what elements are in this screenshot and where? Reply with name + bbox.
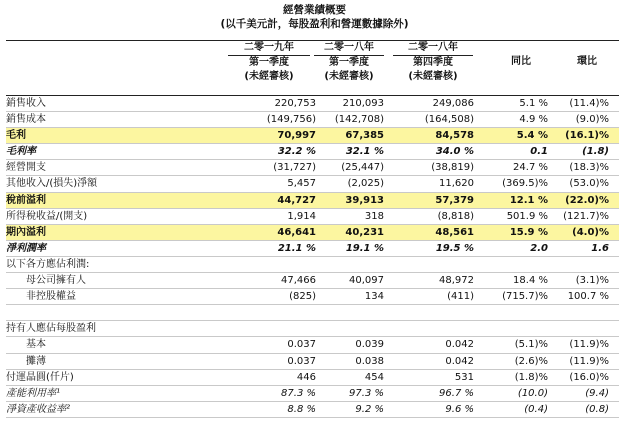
cell-yoy: 4.9 % — [519, 114, 548, 126]
table-row — [6, 241, 619, 257]
row-label: 所得稅收益/(開支) — [6, 210, 88, 222]
cell-yoy: 12.1 % — [509, 194, 548, 206]
cell-qoq: (16.0)% — [569, 371, 609, 383]
row-label: 淨資產收益率² — [6, 403, 71, 415]
table-row — [6, 112, 619, 128]
cell-qoq: 1.6 — [591, 242, 609, 254]
cell-q1-2019: (825) — [289, 291, 316, 303]
row-label: 產能利用率¹ — [6, 387, 61, 399]
row-label: 毛利率 — [6, 146, 36, 158]
cell-yoy: 18.4 % — [513, 275, 548, 287]
cell-q1-2019: 46,641 — [277, 226, 316, 238]
cell-q4-2018: (411) — [447, 291, 474, 303]
cell-q1-2018: 19.1 % — [345, 242, 384, 254]
cell-qoq: (11.9)% — [569, 355, 609, 367]
cell-yoy: (10.0) — [517, 387, 548, 399]
cell-q4-2018: 57,379 — [435, 194, 474, 206]
cell-q1-2019: 87.3 % — [281, 387, 316, 399]
table-row — [6, 96, 619, 112]
row-label: 以下各方應佔利潤: — [6, 258, 90, 270]
col-header-quarter: 第一季度 — [228, 55, 310, 70]
col-header-q4-2018 — [393, 41, 473, 84]
row-label: 銷售成本 — [6, 114, 46, 126]
table-row — [6, 386, 619, 402]
cell-yoy: 0.1 — [530, 146, 548, 158]
table-row-highlight — [6, 225, 619, 241]
row-label: 毛利 — [6, 130, 26, 142]
cell-q1-2018: 318 — [364, 210, 384, 222]
row-label: 付運晶圓(仟片) — [6, 371, 74, 383]
col-header-q1-2019 — [228, 41, 310, 84]
cell-q4-2018: 96.7 % — [439, 387, 474, 399]
cell-q1-2019: 1,914 — [287, 210, 316, 222]
cell-yoy: 24.7 % — [513, 162, 548, 174]
cell-yoy: (0.4) — [524, 403, 548, 415]
table-row — [6, 289, 619, 305]
cell-q1-2018: 32.1 % — [345, 146, 384, 158]
table-row — [6, 144, 619, 160]
cell-yoy: 501.9 % — [506, 210, 548, 222]
cell-qoq: (3.1)% — [575, 275, 609, 287]
cell-yoy: (1.8)% — [514, 371, 548, 383]
financial-table — [6, 96, 619, 418]
cell-q4-2018: 48,972 — [439, 275, 474, 287]
cell-yoy: (369.5)% — [502, 178, 548, 190]
cell-q1-2018: 454 — [364, 371, 384, 383]
row-label: 持有人應佔每股盈利 — [6, 323, 96, 335]
cell-q1-2018: 39,913 — [345, 194, 384, 206]
row-label: 稅前溢利 — [6, 194, 46, 206]
cell-q4-2018: 0.042 — [445, 339, 474, 351]
cell-qoq: (11.9)% — [569, 339, 609, 351]
cell-yoy: 2.0 — [530, 242, 548, 254]
cell-yoy: (2.6)% — [514, 355, 548, 367]
cell-q4-2018: 531 — [454, 371, 474, 383]
row-label: 銷售收入 — [6, 98, 46, 109]
cell-q1-2018: 0.038 — [355, 355, 384, 367]
col-header-audit: (未經審核) — [324, 71, 374, 82]
cell-q4-2018: 9.6 % — [445, 403, 474, 415]
cell-q1-2018: 9.2 % — [355, 403, 384, 415]
table-row — [6, 176, 619, 192]
cell-q1-2019: 47,466 — [281, 275, 316, 287]
table-row-highlight — [6, 128, 619, 144]
table-row-highlight — [6, 193, 619, 209]
table-row — [6, 402, 619, 418]
cell-q4-2018: 249,086 — [432, 98, 474, 109]
cell-q1-2018: 40,231 — [345, 226, 384, 238]
col-header-year: 二零一八年 — [324, 42, 374, 53]
cell-yoy: 15.9 % — [509, 226, 548, 238]
cell-q4-2018: (38,819) — [431, 162, 474, 174]
cell-qoq: (1.8) — [582, 146, 609, 158]
cell-qoq: (11.4)% — [569, 98, 609, 109]
cell-q1-2018: 97.3 % — [349, 387, 384, 399]
cell-q1-2019: 0.037 — [287, 339, 316, 351]
col-header-audit: (未經審核) — [408, 71, 458, 82]
cell-yoy: 5.1 % — [519, 98, 548, 109]
cell-q1-2018: 67,385 — [345, 130, 384, 142]
cell-q1-2019: 5,457 — [287, 178, 316, 190]
table-subtitle: (以千美元計，每股盈利和營運數據除外) — [220, 18, 409, 30]
cell-q1-2018: (25,447) — [341, 162, 384, 174]
cell-q4-2018: 11,620 — [439, 178, 474, 190]
cell-yoy: (715.7)% — [502, 291, 548, 303]
col-header-year: 二零一九年 — [244, 42, 294, 53]
col-header-audit: (未經審核) — [244, 71, 294, 82]
col-header-qoq: 環比 — [577, 56, 597, 67]
table-row — [6, 209, 619, 225]
cell-q1-2018: (142,708) — [334, 114, 384, 126]
cell-yoy: 5.4 % — [516, 130, 548, 142]
cell-q4-2018: 19.5 % — [435, 242, 474, 254]
cell-q1-2019: 21.1 % — [277, 242, 316, 254]
cell-qoq: (9.0)% — [575, 114, 609, 126]
table-row — [6, 321, 619, 337]
cell-q4-2018: 0.042 — [445, 355, 474, 367]
cell-q1-2019: (149,756) — [266, 114, 316, 126]
table-row — [6, 370, 619, 386]
row-label: 其他收入/(損失)淨額 — [6, 178, 98, 190]
table-row — [6, 160, 619, 176]
table-row — [6, 337, 619, 353]
cell-q1-2019: 70,997 — [277, 130, 316, 142]
row-label: 基本 — [26, 339, 46, 351]
table-row — [6, 257, 619, 273]
cell-q1-2019: (31,727) — [273, 162, 316, 174]
cell-q4-2018: 34.0 % — [435, 146, 474, 158]
cell-q1-2019: 32.2 % — [277, 146, 316, 158]
cell-q1-2019: 220,753 — [274, 98, 316, 109]
col-header-quarter: 第四季度 — [393, 55, 473, 70]
cell-qoq: (53.0)% — [569, 178, 609, 190]
row-label: 淨利潤率 — [6, 242, 46, 254]
cell-q1-2019: 8.8 % — [287, 403, 316, 415]
cell-q1-2018: 0.039 — [355, 339, 384, 351]
cell-qoq: (9.4) — [585, 387, 609, 399]
cell-q4-2018: 48,561 — [435, 226, 474, 238]
col-header-yoy: 同比 — [511, 56, 531, 67]
table-row — [6, 354, 619, 370]
cell-q1-2018: (2,025) — [347, 178, 384, 190]
cell-qoq: (4.0)% — [572, 226, 609, 238]
row-label: 期內溢利 — [6, 226, 46, 238]
cell-qoq: (18.3)% — [569, 162, 609, 174]
table-row-spacer — [6, 305, 619, 321]
cell-qoq: (22.0)% — [565, 194, 609, 206]
row-label: 攤薄 — [26, 355, 46, 367]
cell-qoq: (0.8) — [585, 403, 609, 415]
cell-q4-2018: (8,818) — [437, 210, 474, 222]
row-label: 非控股權益 — [26, 291, 76, 303]
cell-q1-2018: 210,093 — [342, 98, 384, 109]
col-header-q1-2018 — [314, 41, 384, 84]
row-label: 母公司擁有人 — [26, 275, 86, 287]
cell-q4-2018: 84,578 — [435, 130, 474, 142]
cell-q1-2019: 44,727 — [277, 194, 316, 206]
cell-q4-2018: (164,508) — [424, 114, 474, 126]
table-row — [6, 273, 619, 289]
cell-qoq: (121.7)% — [563, 210, 609, 222]
table-title: 經營業績概要 — [283, 4, 346, 16]
cell-qoq: 100.7 % — [567, 291, 609, 303]
cell-q1-2018: 40,097 — [349, 275, 384, 287]
row-label: 經營開支 — [6, 162, 46, 174]
cell-q1-2019: 0.037 — [287, 355, 316, 367]
cell-q1-2018: 134 — [364, 291, 384, 303]
cell-yoy: (5.1)% — [514, 339, 548, 351]
col-header-quarter: 第一季度 — [314, 55, 384, 70]
col-header-year: 二零一八年 — [408, 42, 458, 53]
cell-q1-2019: 446 — [296, 371, 316, 383]
cell-qoq: (16.1)% — [565, 130, 609, 142]
column-header-band — [0, 41, 629, 96]
